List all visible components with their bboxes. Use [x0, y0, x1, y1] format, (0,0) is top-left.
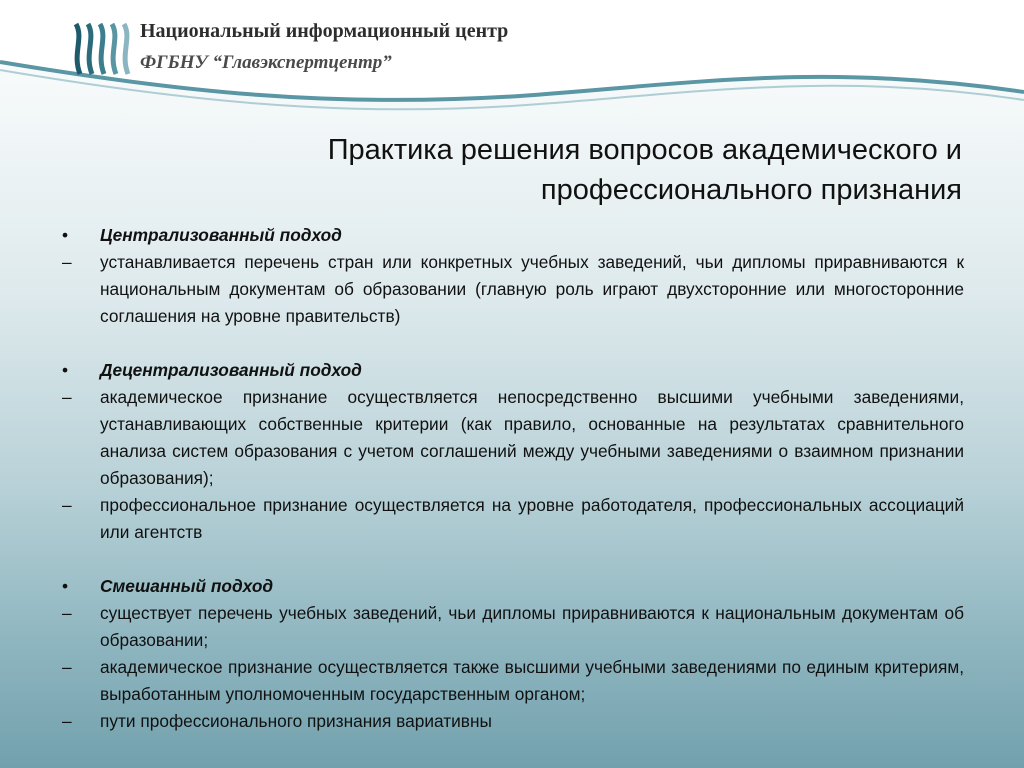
list-item [62, 384, 964, 492]
bullet-icon: • [62, 576, 69, 596]
logo-waves-icon [70, 18, 132, 80]
title-line-2: профессионального признания [540, 174, 962, 206]
org-name: Национальный информационный центр [140, 20, 509, 42]
dash-marker: – [62, 495, 72, 515]
section-decentralized [62, 357, 964, 546]
list-item [62, 600, 964, 654]
dash-marker: – [62, 711, 72, 731]
section-centralized [62, 222, 964, 330]
list-item [62, 492, 964, 546]
section-mixed [62, 573, 964, 735]
section-heading-row [62, 573, 964, 600]
dash-marker: – [62, 657, 72, 677]
title-line-1: Практика решения вопросов академического и [327, 134, 962, 166]
dash-marker: – [62, 603, 72, 623]
dash-marker: – [62, 252, 72, 272]
dash-marker: – [62, 387, 72, 407]
list-item [62, 708, 964, 735]
section-heading-row [62, 357, 964, 384]
list-item-text: существует перечень учебных заведений, чьи дипломы приравниваются к национальным документам об образовании; [100, 603, 964, 650]
section-heading: Централизованный подход [100, 225, 342, 245]
list-item-text: академическое признание осуществляется непосредственно высшими учебными заведениями, устанавливающих собственные критерии (как правило, основанные на результатах сравнительного анализа систем образования с учетом соглашений между учебными заведениями о взаимном признании образования); [100, 387, 964, 488]
org-subtitle: ФГБНУ “Главэкспертцентр” [140, 52, 392, 73]
section-heading: Децентрализованный подход [100, 360, 362, 380]
list-item-text: пути профессионального признания вариативны [100, 711, 492, 731]
list-item-text: устанавливается перечень стран или конкретных учебных заведений, чьи дипломы приравниваются к национальным документам об образовании (главную роль играют двухсторонние или многосторонние соглашения на уровне правительств) [100, 252, 964, 326]
section-heading-row [62, 222, 964, 249]
list-item [62, 249, 964, 330]
bullet-icon: • [62, 225, 69, 245]
list-item-text: профессиональное признание осуществляется на уровне работодателя, профессиональных ассоциаций или агентств [100, 495, 964, 542]
content-body [62, 222, 964, 735]
slide-title [242, 130, 962, 210]
list-item-text: академическое признание осуществляется также высшими учебными заведениями по единым критериям, выработанным уполномоченным государственным органом; [100, 657, 964, 704]
section-heading: Смешанный подход [100, 576, 274, 596]
list-item [62, 654, 964, 708]
bullet-icon: • [62, 360, 69, 380]
